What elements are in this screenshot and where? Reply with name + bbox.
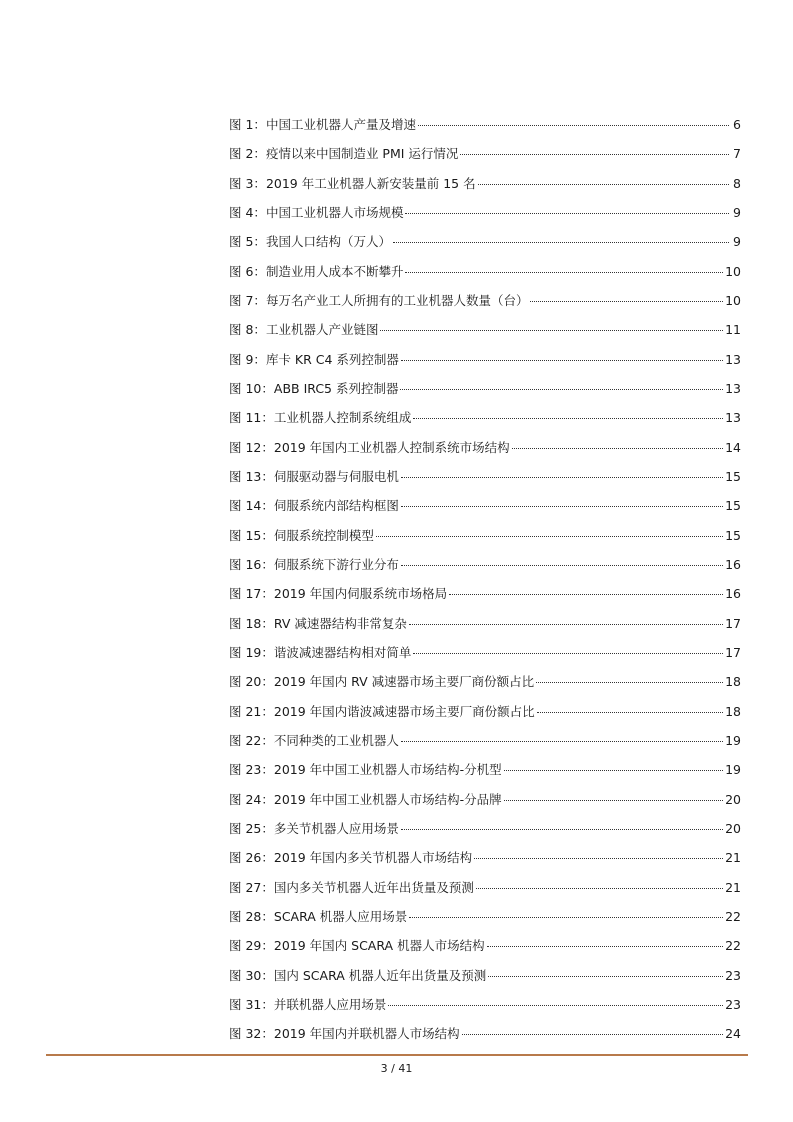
toc-entry[interactable] (229, 731, 741, 760)
toc-entry-title: 伺服系统内部结构框图 (273, 498, 399, 514)
toc-entry-page-number: 7 (733, 146, 741, 162)
toc-entry-title: 每万名产业工人所拥有的工业机器人数量（台） (265, 292, 529, 308)
toc-entry-label: 图 16： (229, 556, 274, 572)
toc-entry-page-number: 6 (733, 117, 741, 132)
toc-entry[interactable] (229, 848, 741, 877)
toc-dot-leader (413, 653, 723, 654)
toc-dot-leader (460, 154, 729, 155)
toc-entry-label: 图 8： (229, 322, 266, 338)
toc-entry[interactable] (229, 350, 741, 379)
toc-entry-label: 图 21： (229, 703, 274, 719)
toc-entry-label: 图 7： (229, 292, 266, 308)
toc-entry[interactable] (229, 467, 741, 496)
toc-dot-leader (530, 301, 723, 302)
toc-entry-title: 2019 年工业机器人新安装量前 15 名 (265, 175, 476, 191)
toc-entry-label: 图 10： (229, 380, 274, 396)
toc-entry[interactable] (229, 526, 741, 555)
toc-entry-title: 不同种类的工业机器人 (273, 732, 399, 748)
toc-entry-label: 图 22： (229, 732, 274, 748)
toc-entry-page-number: 11 (725, 322, 741, 338)
toc-dot-leader (401, 829, 723, 830)
toc-dot-leader (449, 594, 723, 595)
toc-entry-title: 2019 年国内 RV 减速器市场主要厂商份额占比 (273, 674, 535, 690)
figure-list-toc (229, 115, 741, 1054)
toc-entry-title: RV 减速器结构非常复杂 (273, 615, 407, 631)
toc-dot-leader (409, 624, 723, 625)
toc-entry-page-number: 22 (725, 938, 741, 954)
toc-dot-leader (504, 800, 723, 801)
toc-entry-label: 图 25： (229, 820, 274, 836)
toc-entry[interactable] (229, 144, 741, 173)
toc-entry-title: 工业机器人控制系统组成 (273, 410, 412, 426)
toc-entry[interactable] (229, 584, 741, 613)
toc-entry[interactable] (229, 408, 741, 437)
toc-entry[interactable] (229, 555, 741, 584)
toc-entry[interactable] (229, 115, 741, 144)
toc-entry[interactable] (229, 614, 741, 643)
toc-entry-title: 多关节机器人应用场景 (273, 820, 399, 836)
toc-entry-title: SCARA 机器人应用场景 (273, 908, 408, 924)
toc-dot-leader (401, 360, 723, 361)
toc-entry-label: 图 27： (229, 879, 274, 895)
toc-dot-leader (536, 682, 723, 683)
toc-entry-page-number: 17 (725, 644, 741, 660)
toc-entry-title: 2019 年国内伺服系统市场格局 (273, 586, 448, 602)
toc-entry-label: 图 19： (229, 644, 274, 660)
toc-entry[interactable] (229, 438, 741, 467)
toc-entry-title: 2019 年国内多关节机器人市场结构 (273, 850, 473, 866)
toc-entry-label: 图 30： (229, 967, 274, 983)
toc-entry[interactable] (229, 174, 741, 203)
toc-dot-leader (462, 1034, 723, 1035)
toc-entry-label: 图 13： (229, 468, 274, 484)
toc-entry[interactable] (229, 907, 741, 936)
toc-entry-label: 图 28： (229, 908, 274, 924)
toc-entry[interactable] (229, 379, 741, 408)
toc-entry-title: 并联机器人应用场景 (273, 996, 387, 1012)
toc-entry-page-number: 9 (733, 234, 741, 250)
toc-entry-label: 图 11： (229, 410, 274, 426)
toc-entry[interactable] (229, 262, 741, 291)
toc-dot-leader (413, 418, 723, 419)
toc-dot-leader (400, 389, 723, 390)
toc-entry-label: 图 20： (229, 674, 274, 690)
toc-entry-title: 2019 年中国工业机器人市场结构-分品牌 (273, 791, 502, 807)
toc-entry-page-number: 10 (725, 292, 741, 308)
toc-dot-leader (388, 1005, 723, 1006)
toc-entry-label: 图 3： (229, 175, 266, 191)
toc-dot-leader (380, 330, 723, 331)
toc-entry-page-number: 18 (725, 674, 741, 690)
toc-entry[interactable] (229, 320, 741, 349)
toc-dot-leader (476, 888, 723, 889)
toc-entry-label: 图 4： (229, 204, 266, 220)
toc-entry-title: 伺服驱动器与伺服电机 (273, 468, 399, 484)
toc-entry-page-number: 15 (725, 498, 741, 514)
toc-entry-label: 图 6： (229, 263, 266, 279)
toc-entry-page-number: 16 (725, 556, 741, 572)
toc-entry-page-number: 20 (725, 820, 741, 836)
toc-dot-leader (512, 448, 723, 449)
toc-entry-label: 图 15： (229, 527, 274, 543)
toc-entry-title: 我国人口结构（万人） (265, 234, 391, 250)
toc-entry-page-number: 9 (733, 204, 741, 220)
toc-entry-page-number: 21 (725, 850, 741, 866)
toc-entry-title: 疫情以来中国制造业 PMI 运行情况 (265, 146, 459, 162)
toc-dot-leader (401, 565, 723, 566)
toc-dot-leader (393, 242, 729, 243)
toc-entry-title: 国内多关节机器人近年出货量及预测 (273, 879, 474, 895)
toc-entry-label: 图 14： (229, 498, 274, 514)
toc-entry-title: 2019 年国内谐波减速器市场主要厂商份额占比 (273, 703, 535, 719)
toc-entry-title: 2019 年国内工业机器人控制系统市场结构 (273, 439, 510, 455)
toc-entry-page-number: 22 (725, 908, 741, 924)
toc-entry-page-number: 17 (725, 615, 741, 631)
toc-entry-page-number: 19 (725, 762, 741, 778)
toc-entry-title: 伺服系统下游行业分布 (273, 556, 399, 572)
toc-entry-page-number: 15 (725, 527, 741, 543)
toc-entry-title: 国内 SCARA 机器人近年出货量及预测 (273, 967, 487, 983)
toc-dot-leader (504, 770, 723, 771)
toc-entry-page-number: 10 (725, 263, 741, 279)
toc-entry-label: 图 24： (229, 791, 274, 807)
toc-entry-page-number: 16 (725, 586, 741, 602)
toc-dot-leader (401, 741, 723, 742)
toc-dot-leader (401, 506, 723, 507)
toc-entry[interactable] (229, 819, 741, 848)
toc-dot-leader (405, 272, 723, 273)
toc-entry-page-number: 18 (725, 703, 741, 719)
toc-entry-page-number: 20 (725, 791, 741, 807)
toc-entry-page-number: 24 (725, 1026, 741, 1042)
toc-entry-page-number: 23 (725, 996, 741, 1012)
toc-dot-leader (401, 477, 723, 478)
toc-entry-label: 图 18： (229, 615, 274, 631)
toc-dot-leader (376, 536, 723, 537)
footer-divider (46, 1054, 748, 1056)
toc-entry-label: 图 26： (229, 850, 274, 866)
toc-entry[interactable] (229, 790, 741, 819)
toc-entry-title: 2019 年国内 SCARA 机器人市场结构 (273, 938, 485, 954)
toc-entry-page-number: 21 (725, 879, 741, 895)
toc-entry[interactable] (229, 643, 741, 672)
toc-dot-leader (405, 213, 729, 214)
toc-dot-leader (537, 712, 723, 713)
toc-entry[interactable] (229, 232, 741, 261)
toc-entry-label: 图 17： (229, 586, 274, 602)
toc-dot-leader (409, 917, 723, 918)
toc-entry[interactable] (229, 760, 741, 789)
toc-entry-label: 图 23： (229, 762, 274, 778)
toc-entry-label: 图 5： (229, 234, 266, 250)
toc-dot-leader (488, 976, 723, 977)
page-number: 3 / 41 (380, 1062, 413, 1075)
toc-entry-page-number: 13 (725, 410, 741, 426)
toc-entry-page-number: 8 (733, 175, 741, 191)
toc-entry[interactable] (229, 291, 741, 320)
toc-entry[interactable] (229, 672, 741, 701)
toc-entry-label: 图 32： (229, 1026, 274, 1042)
toc-entry-title: 2019 年中国工业机器人市场结构-分机型 (273, 762, 502, 778)
toc-dot-leader (474, 858, 723, 859)
toc-entry-label: 图 31： (229, 996, 274, 1012)
toc-entry[interactable] (229, 966, 741, 995)
toc-entry[interactable] (229, 702, 741, 731)
toc-entry-title: 2019 年国内并联机器人市场结构 (273, 1026, 460, 1042)
toc-entry-title: 伺服系统控制模型 (273, 527, 374, 543)
toc-entry-page-number: 15 (725, 468, 741, 484)
toc-entry-page-number: 13 (725, 380, 741, 396)
toc-entry-title: 库卡 KR C4 系列控制器 (265, 351, 399, 367)
toc-entry-title: 工业机器人产业链图 (265, 322, 379, 338)
toc-entry[interactable] (229, 995, 741, 1024)
toc-entry-label: 图 12： (229, 439, 274, 455)
toc-entry-page-number: 14 (725, 439, 741, 455)
toc-entry-label: 图 2： (229, 146, 266, 162)
toc-entry-page-number: 19 (725, 732, 741, 748)
toc-entry[interactable] (229, 936, 741, 965)
toc-entry-page-number: 13 (725, 351, 741, 367)
toc-entry[interactable] (229, 1024, 741, 1053)
toc-entry-label: 图 29： (229, 938, 274, 954)
toc-entry-title: 中国工业机器人产量及增速 (265, 117, 416, 132)
toc-entry-title: 谐波减速器结构相对简单 (273, 644, 412, 660)
toc-dot-leader (487, 946, 724, 947)
toc-entry-page-number: 23 (725, 967, 741, 983)
toc-entry-title: 中国工业机器人市场规模 (265, 204, 404, 220)
toc-entry-label: 图 9： (229, 351, 266, 367)
toc-dot-leader (478, 184, 729, 185)
toc-entry[interactable] (229, 878, 741, 907)
toc-entry[interactable] (229, 203, 741, 232)
toc-entry[interactable] (229, 496, 741, 525)
toc-entry-label: 图 1： (229, 117, 266, 132)
toc-entry-title: ABB IRC5 系列控制器 (273, 380, 399, 396)
toc-entry-title: 制造业用人成本不断攀升 (265, 263, 404, 279)
toc-dot-leader (418, 125, 729, 126)
